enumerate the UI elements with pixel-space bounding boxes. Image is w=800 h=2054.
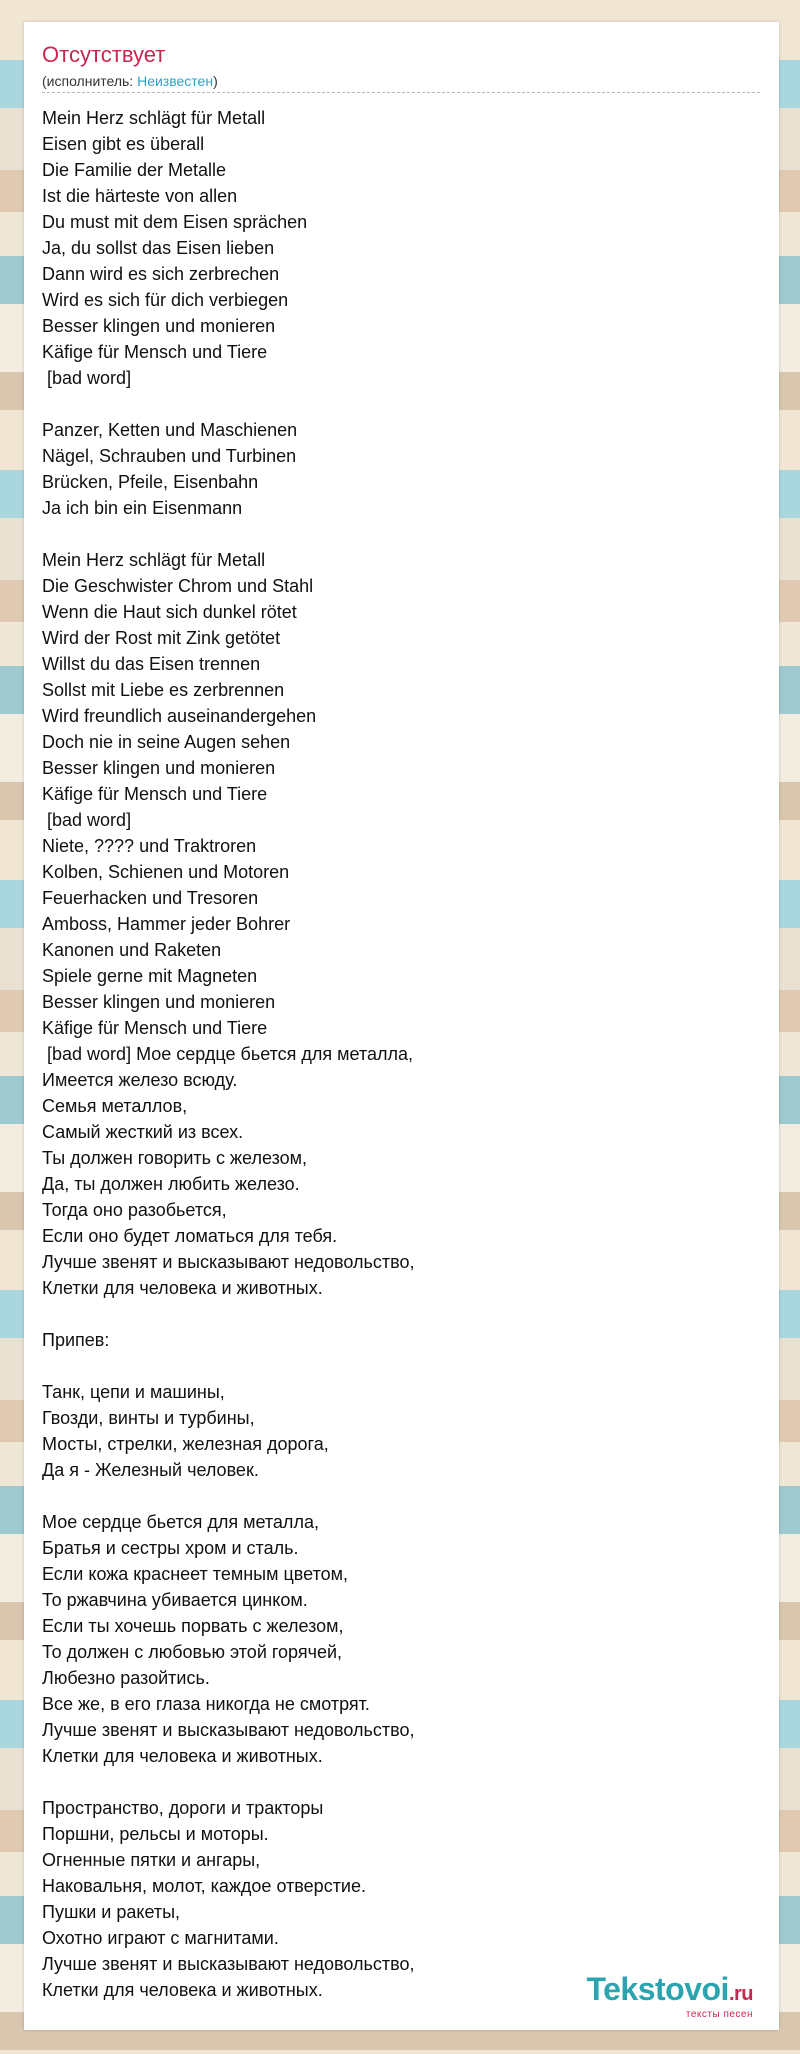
lyric-line: Besser klingen und monieren: [42, 316, 276, 336]
lyric-line: Spiele gerne mit Magneten: [42, 966, 258, 986]
lyric-line: [42, 1769, 762, 1795]
lyric-line: Имеется железо всюду.: [42, 1070, 238, 1090]
song-title: Отсутствует: [42, 42, 166, 67]
lyric-line: Ты должен говорить с железом,: [42, 1148, 308, 1168]
lyric-line: Wird der Rost mit Zink getötet: [42, 628, 281, 648]
lyric-line: Огненные пятки и ангары,: [42, 1850, 261, 1870]
lyric-line: Мосты, стрелки, железная дорога,: [42, 1434, 329, 1454]
lyric-line: Братья и сестры хром и сталь.: [42, 1538, 299, 1558]
lyric-line: [bad word] Мое сердце бьется для металла,: [42, 1044, 414, 1064]
artist-prefix: (исполнитель:: [42, 73, 138, 89]
lyric-line: Feuerhacken und Tresoren: [42, 888, 259, 908]
lyrics-text: [42, 105, 762, 2003]
lyric-line: Любезно разойтись.: [42, 1668, 210, 1688]
lyric-line: Семья металлов,: [42, 1096, 188, 1116]
lyric-line: Mein Herz schlägt für Metall: [42, 550, 266, 570]
lyric-line: Käfige für Mensch und Tiere: [42, 784, 268, 804]
lyric-line: Да, ты должен любить железо.: [42, 1174, 300, 1194]
logo-tagline: тексты песен: [685, 2009, 753, 2020]
lyric-line: Лучше звенят и высказывают недовольство,: [42, 1720, 415, 1740]
lyrics-card: [24, 22, 779, 2030]
lyric-line: [42, 1483, 762, 1509]
lyric-line: То должен с любовью этой горячей,: [42, 1642, 343, 1662]
lyric-line: [42, 521, 762, 547]
lyric-line: Ist die härteste von allen: [42, 186, 238, 206]
lyric-line: Besser klingen und monieren: [42, 992, 276, 1012]
lyric-line: [bad word]: [42, 810, 132, 830]
lyric-line: Sollst mit Liebe es zerbrennen: [42, 680, 285, 700]
lyric-line: Если кожа краснеет темным цветом,: [42, 1564, 348, 1584]
lyric-line: Пушки и ракеты,: [42, 1902, 181, 1922]
lyric-line: [42, 1353, 762, 1379]
lyric-line: Die Geschwister Chrom und Stahl: [42, 576, 314, 596]
lyric-line: Amboss, Hammer jeder Bohrer: [42, 914, 291, 934]
logo-name: Tekstovoi: [586, 1971, 729, 2007]
site-logo[interactable]: [586, 1972, 753, 2020]
lyric-line: Да я - Железный человек.: [42, 1460, 259, 1480]
lyric-line: Гвозди, винты и турбины,: [42, 1408, 255, 1428]
lyric-line: Клетки для человека и животных.: [42, 1746, 323, 1766]
lyric-line: Panzer, Ketten und Maschienen: [42, 420, 298, 440]
lyric-line: Dann wird es sich zerbrechen: [42, 264, 280, 284]
lyric-line: [42, 1301, 762, 1327]
logo-tld: .ru: [728, 1983, 753, 2005]
lyric-line: Пространство, дороги и тракторы: [42, 1798, 324, 1818]
lyric-line: Наковальня, молот, каждое отверстие.: [42, 1876, 366, 1896]
lyric-line: Ja ich bin ein Eisenmann: [42, 498, 243, 518]
lyric-line: Niete, ???? und Traktroren: [42, 836, 257, 856]
lyric-line: Танк, цепи и машины,: [42, 1382, 225, 1402]
lyric-line: Mein Herz schlägt für Metall: [42, 108, 266, 128]
lyric-line: Ja, du sollst das Eisen lieben: [42, 238, 275, 258]
lyric-line: Eisen gibt es überall: [42, 134, 205, 154]
lyric-line: [bad word]: [42, 368, 132, 388]
lyric-line: Тогда оно разобьется,: [42, 1200, 227, 1220]
lyric-line: Клетки для человека и животных.: [42, 1278, 323, 1298]
artist-line: [42, 72, 218, 90]
lyric-line: Wird es sich für dich verbiegen: [42, 290, 289, 310]
lyric-line: Kolben, Schienen und Motoren: [42, 862, 290, 882]
lyric-line: Клетки для человека и животных.: [42, 1980, 323, 2000]
lyric-line: Мое сердце бьется для металла,: [42, 1512, 319, 1532]
lyric-line: Лучше звенят и высказывают недовольство,: [42, 1954, 415, 1974]
lyric-line: Käfige für Mensch und Tiere: [42, 342, 268, 362]
lyric-line: Самый жесткий из всех.: [42, 1122, 244, 1142]
divider: [42, 92, 760, 93]
lyric-line: Поршни, рельсы и моторы.: [42, 1824, 269, 1844]
lyric-line: Wird freundlich auseinandergehen: [42, 706, 317, 726]
logo-wordmark: [586, 1972, 753, 2011]
lyric-line: Лучше звенят и высказывают недовольство,: [42, 1252, 415, 1272]
artist-suffix: ): [213, 73, 218, 89]
lyric-line: Käfige für Mensch und Tiere: [42, 1018, 268, 1038]
lyric-line: Охотно играют с магнитами.: [42, 1928, 279, 1948]
lyric-line: Nägel, Schrauben und Turbinen: [42, 446, 297, 466]
lyric-line: Du must mit dem Eisen sprächen: [42, 212, 308, 232]
lyric-line: Besser klingen und monieren: [42, 758, 276, 778]
artist-link[interactable]: Неизвестен: [137, 73, 214, 89]
lyric-line: [42, 391, 762, 417]
lyric-line: Willst du das Eisen trennen: [42, 654, 261, 674]
lyric-line: Wenn die Haut sich dunkel rötet: [42, 602, 297, 622]
lyric-line: Kanonen und Raketen: [42, 940, 222, 960]
lyric-line: Brücken, Pfeile, Eisenbahn: [42, 472, 259, 492]
lyric-line: Die Familie der Metalle: [42, 160, 227, 180]
lyric-line: Все же, в его глаза никогда не смотрят.: [42, 1694, 370, 1714]
lyric-line: Если оно будет ломаться для тебя.: [42, 1226, 338, 1246]
lyric-line: Если ты хочешь порвать с железом,: [42, 1616, 344, 1636]
lyric-line: То ржавчина убивается цинком.: [42, 1590, 308, 1610]
lyric-line: Припев:: [42, 1330, 110, 1350]
lyric-line: Doch nie in seine Augen sehen: [42, 732, 291, 752]
